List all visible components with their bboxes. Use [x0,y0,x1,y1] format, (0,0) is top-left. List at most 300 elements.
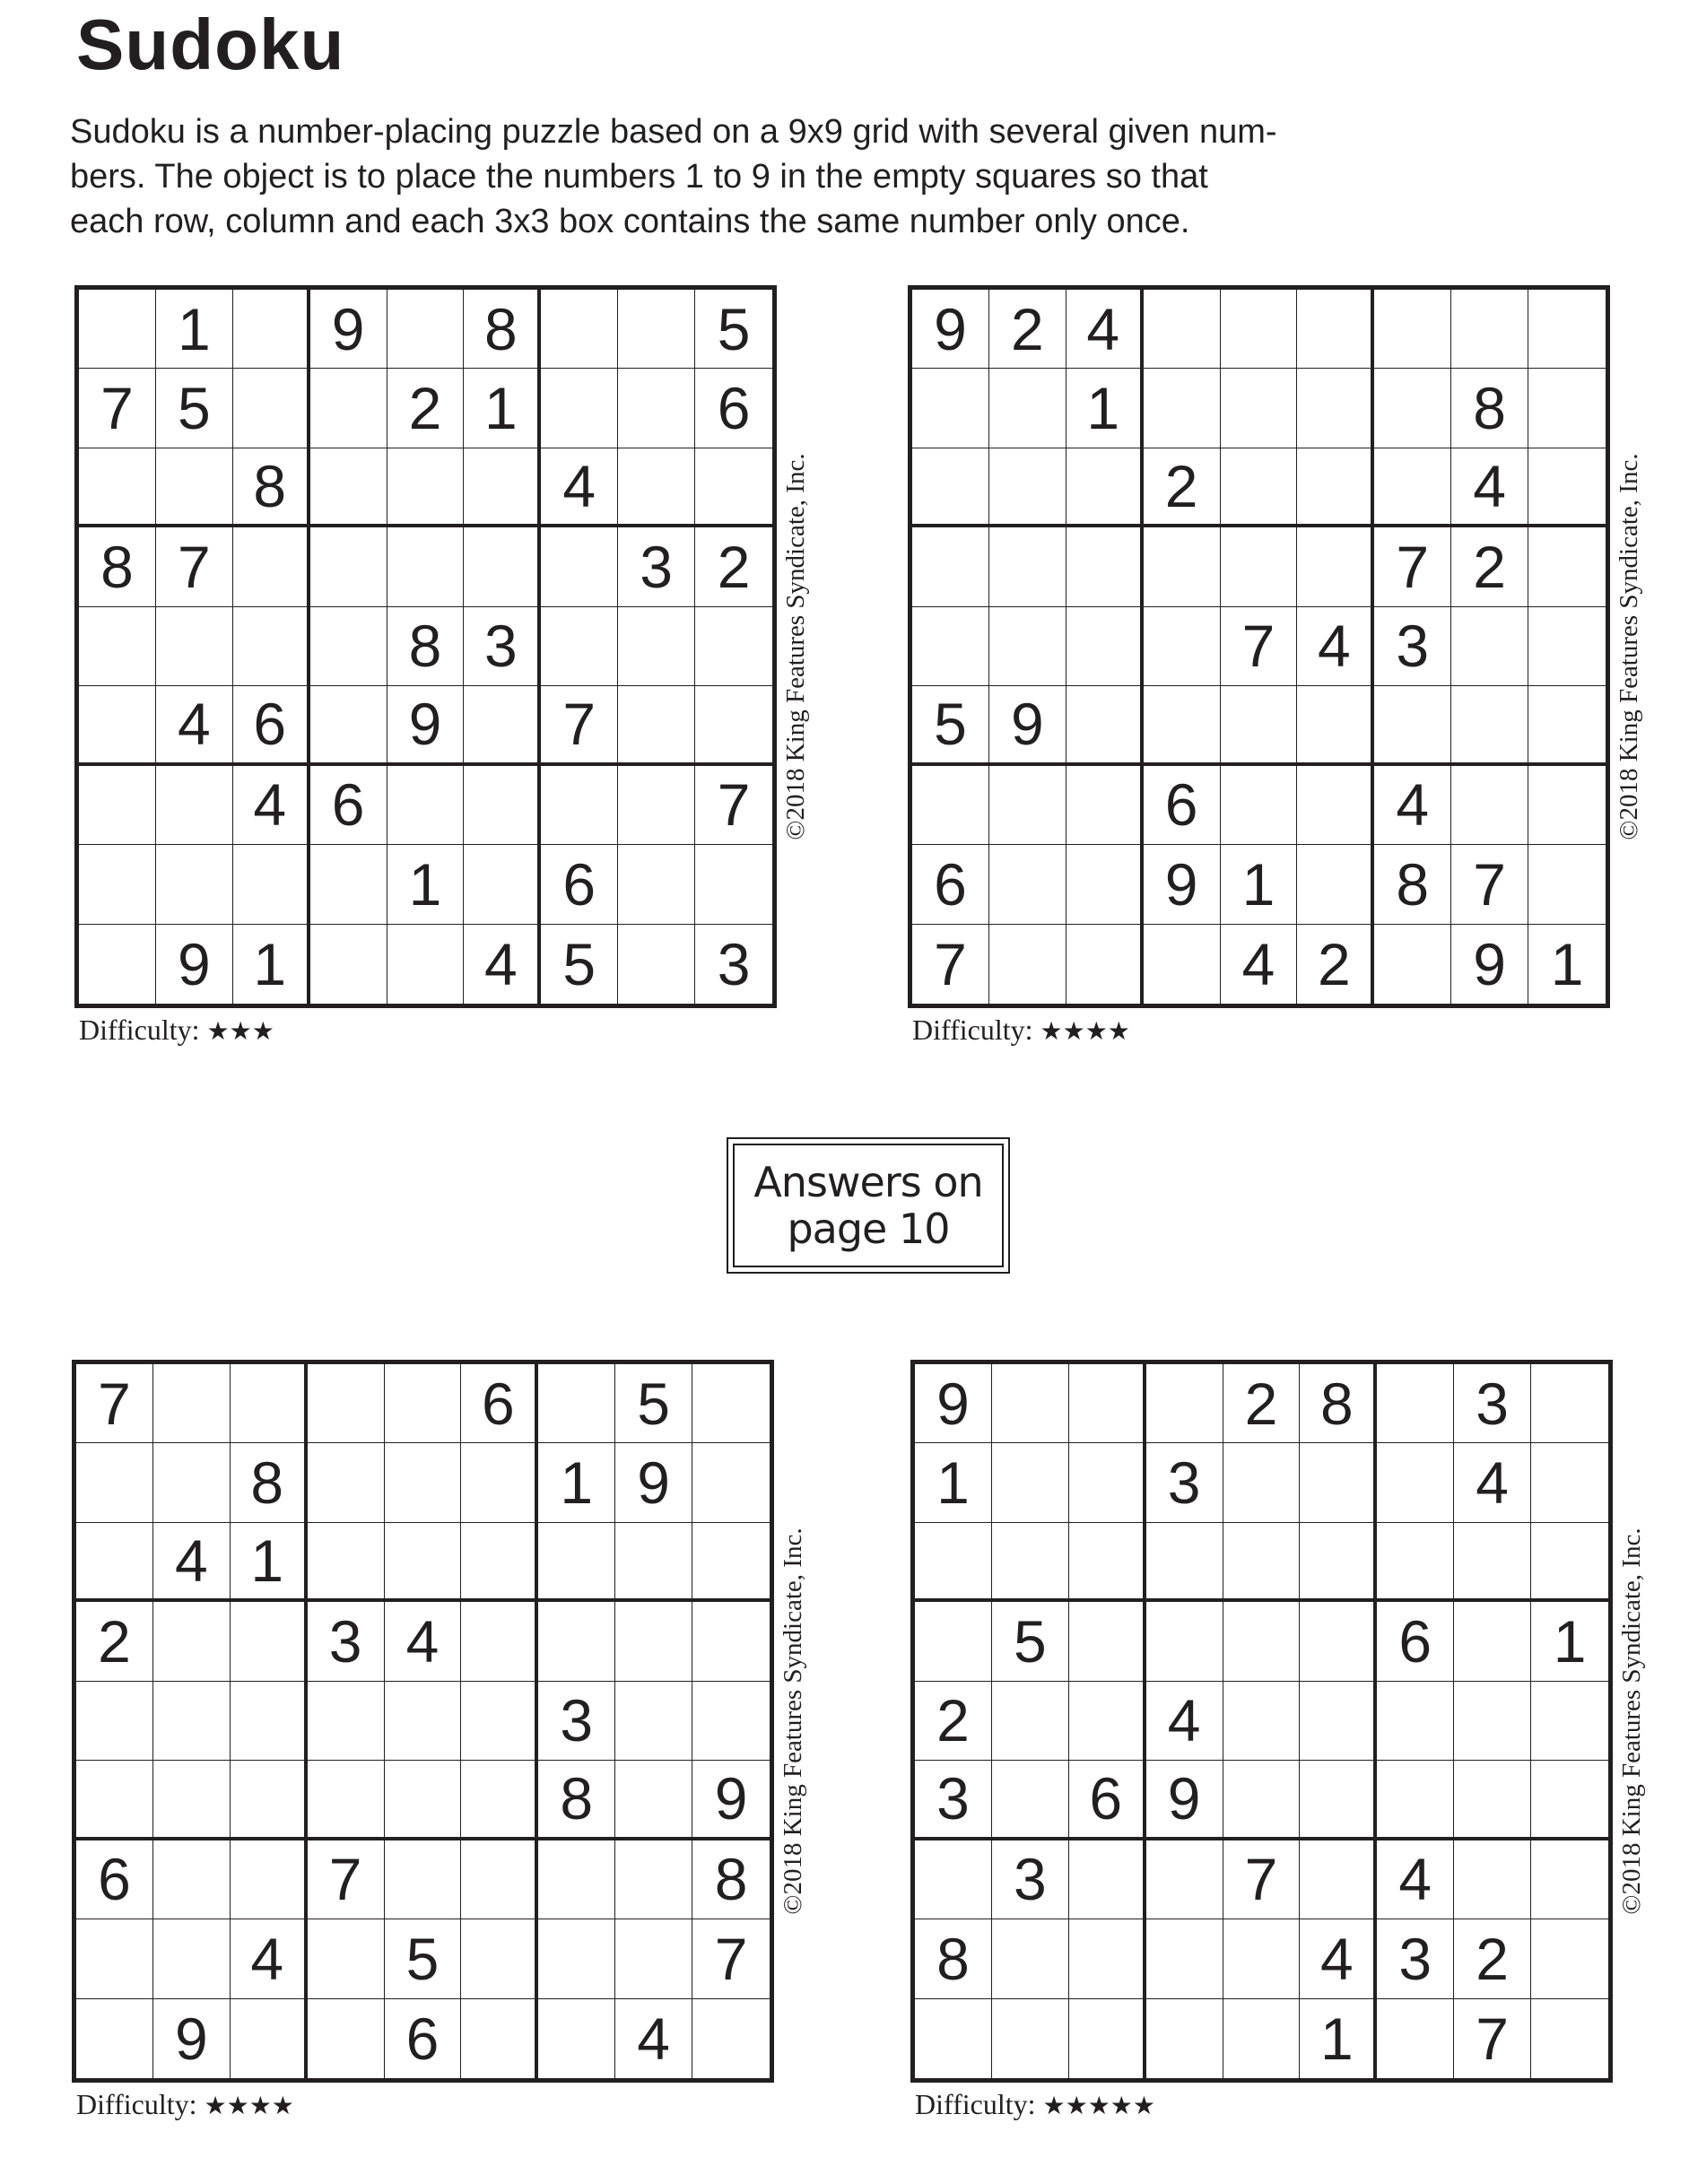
empty-cell [387,290,465,369]
given-number-cell: 7 [1451,845,1528,924]
empty-cell [615,1523,692,1602]
given-number-cell: 3 [464,607,541,686]
empty-cell [1374,925,1451,1004]
empty-cell [1377,1523,1454,1602]
empty-cell [538,1840,615,1919]
given-number-cell: 5 [541,925,618,1004]
empty-cell [618,766,695,845]
given-number-cell: 1 [387,845,465,924]
empty-cell [692,1443,770,1522]
empty-cell [1377,1682,1454,1761]
empty-cell [541,607,618,686]
given-number-cell: 5 [992,1602,1069,1681]
given-number-cell: 5 [385,1919,462,1998]
empty-cell [692,1602,770,1681]
answers-note-line: page 10 [787,1205,950,1253]
empty-cell [385,1682,462,1761]
empty-cell [1454,1602,1531,1681]
empty-cell [989,925,1067,1004]
given-number-cell: 9 [1451,925,1528,1004]
given-number-cell: 8 [79,527,156,606]
empty-cell [385,1523,462,1602]
empty-cell [153,1840,231,1919]
copyright-notice: ©2018 King Features Syndicate, Inc. [779,1527,807,1915]
empty-cell [461,1999,538,2078]
empty-cell [915,1602,992,1681]
empty-cell [156,448,233,527]
empty-cell [1221,527,1298,606]
empty-cell [233,290,310,369]
empty-cell [308,1919,385,1998]
empty-cell [1223,1999,1301,2078]
empty-cell [1300,1682,1377,1761]
given-number-cell: 7 [1221,607,1298,686]
empty-cell [1223,1761,1301,1840]
empty-cell [695,448,772,527]
empty-cell [1146,1602,1223,1681]
given-number-cell: 5 [615,1364,692,1443]
given-number-cell: 8 [692,1840,770,1919]
empty-cell [618,925,695,1004]
given-number-cell: 1 [538,1443,615,1522]
empty-cell [310,607,387,686]
empty-cell [992,1919,1069,1998]
given-number-cell: 6 [1069,1761,1146,1840]
empty-cell [1451,686,1528,765]
empty-cell [1067,527,1144,606]
empty-cell [1067,766,1144,845]
given-number-cell: 9 [1144,845,1221,924]
empty-cell [387,527,465,606]
empty-cell [1221,448,1298,527]
empty-cell [1223,1602,1301,1681]
given-number-cell: 8 [231,1443,308,1522]
given-number-cell: 4 [615,1999,692,2078]
difficulty-stars: ★★★ [206,1016,274,1046]
empty-cell [992,1682,1069,1761]
empty-cell [618,448,695,527]
empty-cell [1069,1443,1146,1522]
empty-cell [541,766,618,845]
empty-cell [1531,1919,1608,1998]
difficulty-label: Difficulty: [912,1014,1033,1046]
empty-cell [1223,1919,1301,1998]
empty-cell [308,1364,385,1443]
sudoku-grid [72,1360,774,2083]
given-number-cell: 4 [1300,1919,1377,1998]
empty-cell [153,1602,231,1681]
given-number-cell: 5 [912,686,989,765]
given-number-cell: 6 [541,845,618,924]
empty-cell [538,1919,615,1998]
empty-cell [1067,448,1144,527]
empty-cell [231,1999,308,2078]
given-number-cell: 6 [695,369,772,448]
empty-cell [1377,1999,1454,2078]
empty-cell [1223,1523,1301,1602]
given-number-cell: 3 [915,1761,992,1840]
given-number-cell: 2 [1297,925,1374,1004]
empty-cell [387,448,465,527]
given-number-cell: 4 [233,766,310,845]
empty-cell [79,686,156,765]
empty-cell [1221,369,1298,448]
empty-cell [1374,448,1451,527]
empty-cell [1297,686,1374,765]
difficulty-label: Difficulty: [79,1014,200,1046]
empty-cell [1067,607,1144,686]
empty-cell [461,1919,538,1998]
empty-cell [79,290,156,369]
empty-cell [695,845,772,924]
empty-cell [1144,686,1221,765]
empty-cell [1377,1761,1454,1840]
empty-cell [1374,686,1451,765]
empty-cell [308,1443,385,1522]
given-number-cell: 9 [912,290,989,369]
empty-cell [1297,369,1374,448]
empty-cell [1374,369,1451,448]
empty-cell [233,845,310,924]
empty-cell [461,1523,538,1602]
sudoku-grid [910,1360,1613,2083]
empty-cell [1300,1840,1377,1919]
given-number-cell: 4 [1374,766,1451,845]
empty-cell [1297,448,1374,527]
given-number-cell: 1 [1550,930,1584,997]
empty-cell [385,1443,462,1522]
given-number-cell: 7 [1454,1999,1531,2078]
empty-cell [989,766,1067,845]
given-number-cell: 4 [464,925,541,1004]
empty-cell [1146,1840,1223,1919]
empty-cell [1069,1999,1146,2078]
empty-cell [538,1602,615,1681]
empty-cell [308,1682,385,1761]
empty-cell [1300,1602,1377,1681]
empty-cell [153,1761,231,1840]
empty-cell [1528,448,1606,527]
difficulty-rating [915,2086,1155,2124]
empty-cell [1146,1523,1223,1602]
empty-cell [538,1999,615,2078]
given-number-cell: 6 [310,766,387,845]
empty-cell [1531,1761,1608,1840]
copyright-notice: ©2018 King Features Syndicate, Inc. [1617,1527,1646,1915]
empty-cell [464,527,541,606]
given-number-cell: 7 [79,369,156,448]
given-number-cell: 2 [1451,527,1528,606]
given-number-cell: 6 [912,845,989,924]
given-number-cell: 1 [156,290,233,369]
given-number-cell: 6 [233,686,310,765]
empty-cell [76,1919,153,1998]
given-number-cell: 8 [1374,845,1451,924]
answers-note-text [733,1144,1004,1267]
empty-cell [1067,845,1144,924]
empty-cell [1528,766,1606,845]
given-number-cell: 4 [385,1602,462,1681]
given-number-cell: 6 [1144,766,1221,845]
given-number-cell: 3 [618,527,695,606]
given-number-cell: 7 [156,527,233,606]
empty-cell [615,1761,692,1840]
empty-cell [992,1761,1069,1840]
empty-cell [1144,527,1221,606]
empty-cell [615,1919,692,1998]
given-number-cell: 4 [1221,925,1298,1004]
given-number-cell: 3 [717,930,751,997]
empty-cell [692,1523,770,1602]
empty-cell [385,1761,462,1840]
empty-cell [989,527,1067,606]
given-number-cell: 1 [1531,1602,1608,1681]
empty-cell [156,845,233,924]
given-number-cell: 8 [1451,369,1528,448]
empty-cell [1451,766,1528,845]
empty-cell [1221,290,1298,369]
empty-cell [1221,686,1298,765]
empty-cell [153,1443,231,1522]
empty-cell [695,686,772,765]
given-number-cell: 3 [992,1840,1069,1919]
given-number-cell: 7 [1374,527,1451,606]
empty-cell [538,1523,615,1602]
empty-cell [1528,527,1606,606]
empty-cell [1069,1364,1146,1443]
empty-cell [231,1682,308,1761]
empty-cell [692,1364,770,1443]
empty-cell [1067,686,1144,765]
empty-cell [385,1840,462,1919]
empty-cell [310,527,387,606]
empty-cell [76,1682,153,1761]
empty-cell [692,1682,770,1761]
given-number-cell: 8 [464,290,541,369]
given-number-cell: 9 [692,1761,770,1840]
given-number-cell: 6 [385,1999,462,2078]
given-number-cell: 7 [76,1364,153,1443]
empty-cell [1300,1523,1377,1602]
copyright-notice: ©2018 King Features Syndicate, Inc. [781,453,810,840]
intro-text [70,109,1344,244]
given-number-cell: 4 [1454,1443,1531,1522]
empty-cell [1297,527,1374,606]
given-number-cell: 2 [1223,1364,1301,1443]
empty-cell [464,686,541,765]
empty-cell [992,1443,1069,1522]
empty-cell [989,369,1067,448]
empty-cell [1069,1602,1146,1681]
empty-cell [992,1523,1069,1602]
empty-cell [231,1840,308,1919]
sudoku-grid [908,285,1610,1008]
difficulty-rating [79,1012,274,1049]
empty-cell [231,1364,308,1443]
answers-note-line: Answers on [753,1158,983,1206]
sudoku-grid [74,285,777,1008]
given-number-cell: 2 [76,1602,153,1681]
empty-cell [1528,369,1606,448]
given-number-cell: 4 [153,1523,231,1602]
empty-cell [76,1999,153,2078]
given-number-cell: 9 [915,1364,992,1443]
empty-cell [992,1364,1069,1443]
empty-cell [1377,1364,1454,1443]
empty-cell [310,686,387,765]
empty-cell [153,1682,231,1761]
empty-cell [1300,1761,1377,1840]
empty-cell [156,607,233,686]
given-number-cell: 8 [915,1919,992,1998]
empty-cell [231,1602,308,1681]
given-number-cell: 3 [1454,1364,1531,1443]
empty-cell [79,766,156,845]
empty-cell [618,369,695,448]
empty-cell [912,527,989,606]
empty-cell [541,369,618,448]
empty-cell [541,290,618,369]
given-number-cell: 2 [989,290,1067,369]
empty-cell [1531,1840,1608,1919]
given-number-cell: 4 [1067,290,1144,369]
given-number-cell: 5 [156,369,233,448]
difficulty-label: Difficulty: [76,2088,197,2120]
empty-cell [618,686,695,765]
empty-cell [1297,845,1374,924]
given-number-cell: 3 [538,1682,615,1761]
difficulty-rating [76,2086,294,2124]
given-number-cell: 7 [695,766,772,845]
empty-cell [464,845,541,924]
empty-cell [615,1840,692,1919]
empty-cell [1223,1682,1301,1761]
empty-cell [76,1761,153,1840]
empty-cell [461,1840,538,1919]
page-title: Sudoku [76,4,345,84]
empty-cell [79,845,156,924]
given-number-cell: 4 [541,448,618,527]
empty-cell [461,1682,538,1761]
given-number-cell: 6 [1377,1602,1454,1681]
empty-cell [915,1999,992,2078]
difficulty-label: Difficulty: [915,2088,1036,2120]
empty-cell [461,1602,538,1681]
empty-cell [912,607,989,686]
given-number-cell: 7 [692,1919,770,1998]
given-number-cell: 9 [989,686,1067,765]
given-number-cell: 9 [156,925,233,1004]
empty-cell [618,607,695,686]
given-number-cell: 1 [1067,369,1144,448]
empty-cell [618,845,695,924]
empty-cell [1454,1761,1531,1840]
given-number-cell: 4 [1297,607,1374,686]
empty-cell [1146,1999,1223,2078]
empty-cell [695,607,772,686]
empty-cell [461,1443,538,1522]
empty-cell [1146,1364,1223,1443]
given-number-cell: 9 [310,290,387,369]
empty-cell [615,1682,692,1761]
empty-cell [1146,1919,1223,1998]
difficulty-stars: ★★★★ [1040,1016,1130,1046]
empty-cell [541,527,618,606]
given-number-cell: 5 [695,290,772,369]
given-number-cell: 3 [1377,1919,1454,1998]
empty-cell [387,925,465,1004]
given-number-cell: 1 [464,369,541,448]
given-number-cell: 7 [541,686,618,765]
empty-cell [1221,766,1298,845]
intro-line: each row, column and each 3x3 box contains the same number only once. [70,203,1190,240]
empty-cell [310,845,387,924]
empty-cell [153,1364,231,1443]
given-number-cell: 4 [231,1919,308,1998]
given-number-cell: 2 [1454,1919,1531,1998]
given-number-cell: 7 [308,1840,385,1919]
empty-cell [1374,290,1451,369]
empty-cell [79,448,156,527]
empty-cell [1297,766,1374,845]
given-number-cell: 4 [1451,448,1528,527]
given-number-cell: 3 [1374,607,1451,686]
empty-cell [1069,1682,1146,1761]
empty-cell [464,448,541,527]
empty-cell [79,925,156,1004]
empty-cell [308,1761,385,1840]
empty-cell [1531,1364,1608,1443]
given-number-cell: 6 [461,1364,538,1443]
empty-cell [1297,290,1374,369]
given-number-cell: 4 [1377,1840,1454,1919]
given-number-cell: 2 [1144,448,1221,527]
empty-cell [1531,1682,1608,1761]
given-number-cell: 6 [76,1840,153,1919]
empty-cell [231,1761,308,1840]
empty-cell [461,1761,538,1840]
empty-cell [912,369,989,448]
empty-cell [1528,845,1606,924]
intro-line: bers. The object is to place the numbers 1 to 9 in the empty squares so that [70,158,1208,196]
empty-cell [464,766,541,845]
given-number-cell: 9 [153,1999,231,2078]
empty-cell [1451,607,1528,686]
empty-cell [618,290,695,369]
empty-cell [310,925,387,1004]
empty-cell [387,766,465,845]
given-number-cell: 3 [308,1602,385,1681]
empty-cell [308,1523,385,1602]
empty-cell [233,527,310,606]
empty-cell [912,448,989,527]
empty-cell [1144,369,1221,448]
empty-cell [310,369,387,448]
answers-note [727,1137,1010,1274]
empty-cell [1454,1523,1531,1602]
empty-cell [615,1602,692,1681]
empty-cell [1528,290,1606,369]
given-number-cell: 4 [156,686,233,765]
empty-cell [1531,1523,1608,1602]
given-number-cell: 8 [233,448,310,527]
empty-cell [1528,686,1606,765]
empty-cell [1300,1443,1377,1522]
empty-cell [233,369,310,448]
empty-cell [156,766,233,845]
empty-cell [912,766,989,845]
empty-cell [1451,290,1528,369]
